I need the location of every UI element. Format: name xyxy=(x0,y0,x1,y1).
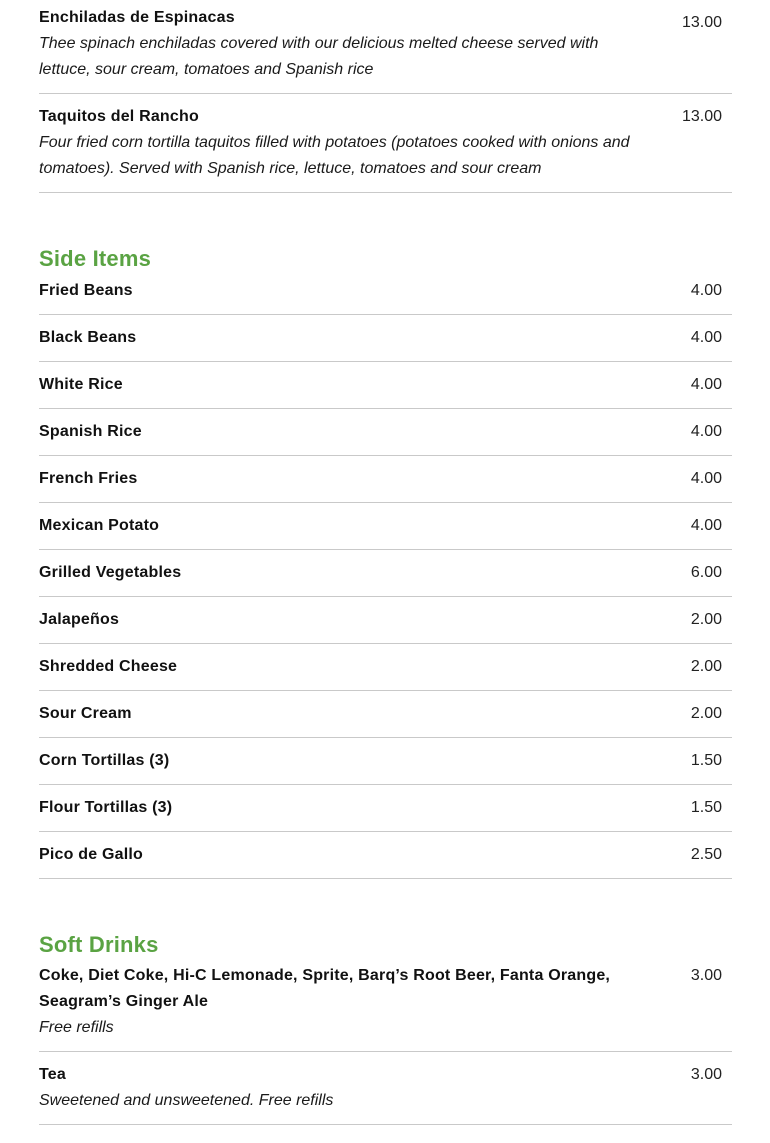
item-name: Shredded Cheese xyxy=(39,658,178,675)
item-name: Taquitos del Rancho xyxy=(39,108,199,125)
item-name: Mexican Potato xyxy=(39,517,160,534)
item-price: 4.00 xyxy=(690,282,722,299)
menu-item xyxy=(39,503,732,550)
menu-item-sodas xyxy=(39,960,732,1052)
section-title: Side Items xyxy=(39,246,152,271)
item-price: 2.00 xyxy=(690,705,722,722)
menu-item-taquitos-del-rancho xyxy=(39,94,732,193)
item-name: Pico de Gallo xyxy=(39,846,143,863)
item-price: 6.00 xyxy=(690,564,722,581)
item-name: Tea xyxy=(39,1066,66,1083)
item-description: Free refills xyxy=(39,1019,114,1036)
menu-item-tea xyxy=(39,1052,732,1125)
item-name: Spanish Rice xyxy=(39,423,142,440)
item-price: 4.00 xyxy=(690,329,722,346)
menu-item xyxy=(39,785,732,832)
item-name: Enchiladas de Espinacas xyxy=(39,9,235,26)
item-description: Sweetened and unsweetened. Free refills xyxy=(39,1092,334,1109)
item-name: Grilled Vegetables xyxy=(39,564,182,581)
item-price: 2.50 xyxy=(690,846,722,863)
soft-drinks-section xyxy=(39,930,732,1125)
item-description: Thee spinach enchiladas covered with our delicious melted cheese served with lettuce, sour cream, tomatoes and Spanish rice xyxy=(39,35,599,78)
item-price: 2.00 xyxy=(690,611,722,628)
item-price: 13.00 xyxy=(681,108,722,125)
item-name: Jalapeños xyxy=(39,611,120,628)
item-price: 3.00 xyxy=(690,967,722,984)
menu-item xyxy=(39,409,732,456)
side-items-section xyxy=(39,244,732,879)
item-price: 2.00 xyxy=(690,658,722,675)
item-description: Four fried corn tortilla taquitos filled with potatoes (potatoes cooked with onions and tomatoes). Served with Spanish rice, lettuce, tomatoes and sour cream xyxy=(39,134,630,177)
menu-item-enchiladas-de-espinacas xyxy=(39,5,732,94)
menu-item xyxy=(39,362,732,409)
menu-item xyxy=(39,315,732,362)
item-price: 13.00 xyxy=(681,14,722,31)
item-price: 1.50 xyxy=(690,752,722,769)
menu-item xyxy=(39,550,732,597)
entrees-section xyxy=(39,0,732,193)
item-price: 4.00 xyxy=(690,470,722,487)
item-name: Corn Tortillas (3) xyxy=(39,752,170,769)
item-name: Flour Tortillas (3) xyxy=(39,799,173,816)
side-items-list xyxy=(39,268,732,879)
menu-item xyxy=(39,832,732,879)
menu-item xyxy=(39,268,732,315)
menu-item xyxy=(39,456,732,503)
item-name: Sour Cream xyxy=(39,705,132,722)
menu-item xyxy=(39,738,732,785)
item-name: French Fries xyxy=(39,470,138,487)
menu-page xyxy=(39,0,732,1125)
menu-item xyxy=(39,644,732,691)
item-price: 4.00 xyxy=(690,517,722,534)
item-name: White Rice xyxy=(39,376,123,393)
item-name: Black Beans xyxy=(39,329,137,346)
item-price: 4.00 xyxy=(690,423,722,440)
section-title: Soft Drinks xyxy=(39,932,159,957)
item-price: 4.00 xyxy=(690,376,722,393)
item-price: 3.00 xyxy=(690,1066,722,1083)
item-price: 1.50 xyxy=(690,799,722,816)
item-name: Coke, Diet Coke, Hi-C Lemonade, Sprite, Barq’s Root Beer, Fanta Orange, Seagram’s Ginger Ale xyxy=(39,967,611,1010)
menu-item xyxy=(39,597,732,644)
item-name: Fried Beans xyxy=(39,282,133,299)
menu-item xyxy=(39,691,732,738)
